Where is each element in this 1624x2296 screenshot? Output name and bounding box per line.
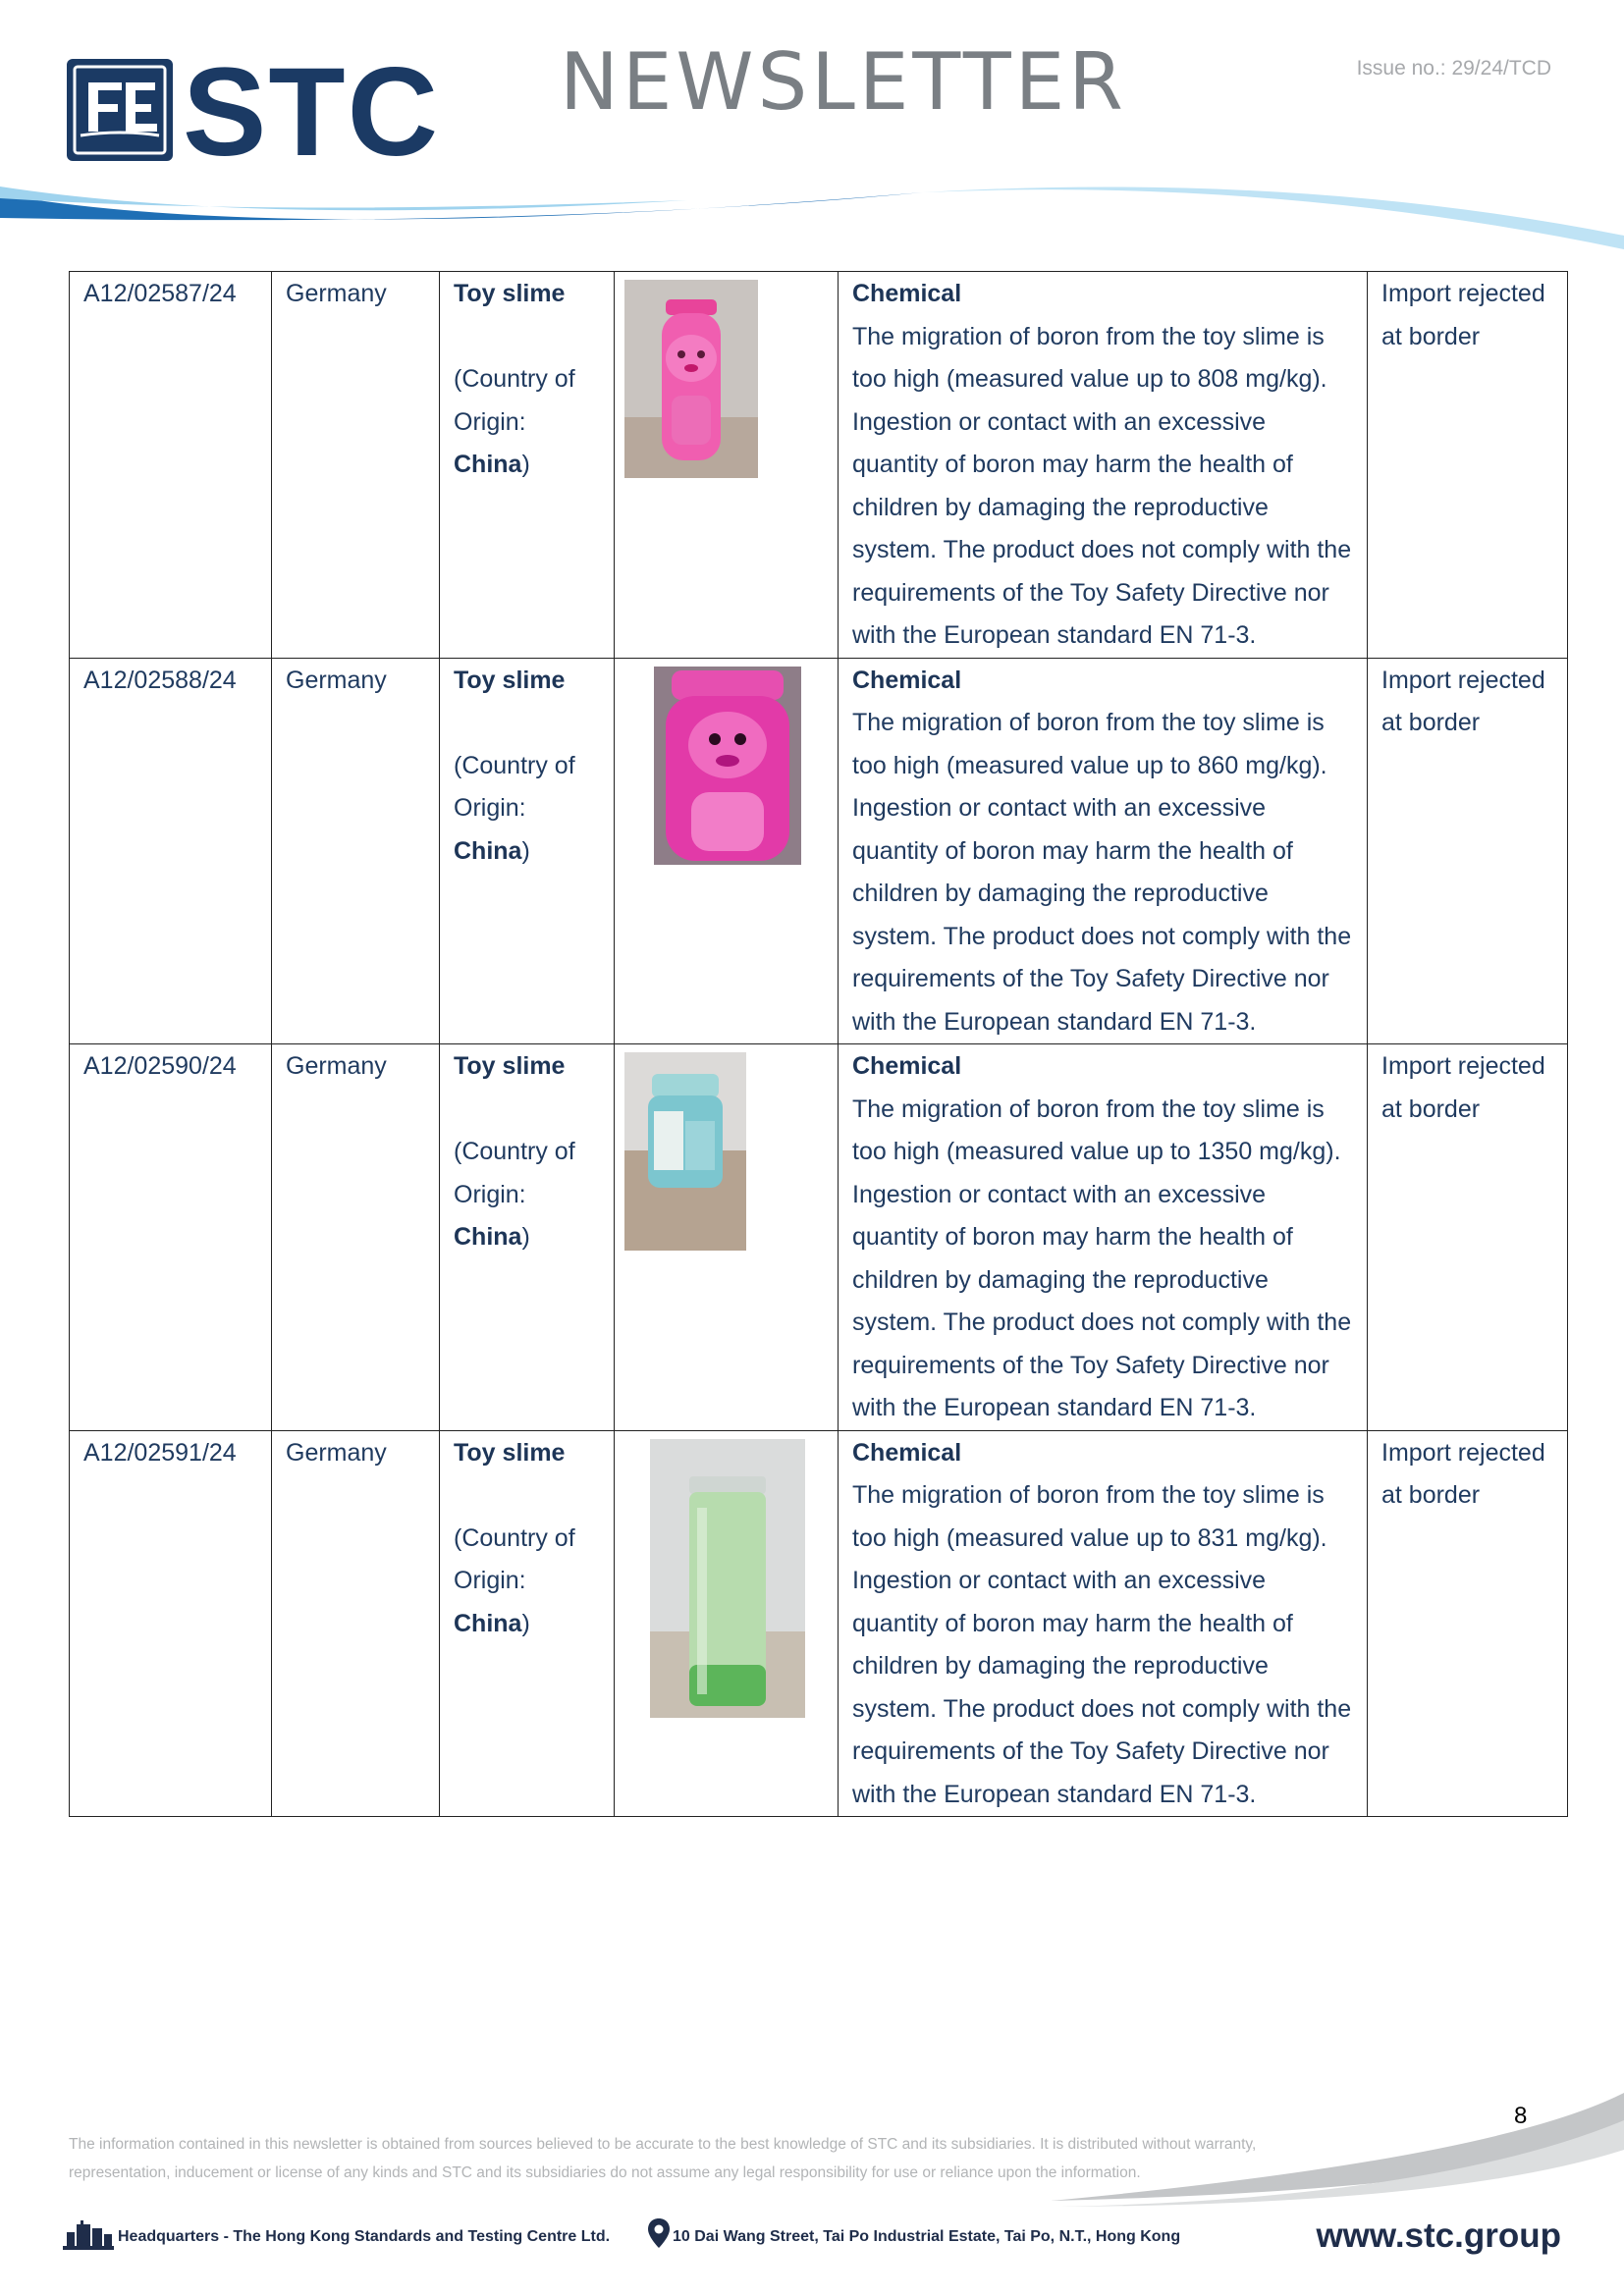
- origin-country: China: [454, 1609, 522, 1637]
- origin-label: (Country of: [454, 1138, 575, 1165]
- origin-label: (Country of: [454, 1523, 575, 1552]
- recall-table: [69, 271, 1568, 1817]
- blue-slime-jar-photo: [624, 1052, 746, 1251]
- address-text: 10 Dai Wang Street, Tai Po Industrial Estate, Tai Po, N.T., Hong Kong: [673, 2228, 1181, 2245]
- measures-taken: Import rejected at border: [1368, 658, 1568, 1044]
- pink-monkey-jar-photo: [654, 667, 801, 865]
- origin-word: Origin:: [454, 1180, 526, 1208]
- green-slime-tube-photo: [650, 1439, 805, 1718]
- reference-number: A12/02587/24: [70, 272, 272, 659]
- photo-cell: [615, 1430, 839, 1817]
- measures-taken: Import rejected at border: [1368, 1044, 1568, 1431]
- photo-cell: [615, 658, 839, 1044]
- risk-description: The migration of boron from the toy slime is too high (measured value up to 1350 mg/kg). Ingestion or contact with an excessive quantity of boron may harm the health of children by damaging the reproductive system. The product does not comply with the requirements of the Toy Safety Directive nor with the European standard EN 71-3.: [852, 1095, 1352, 1421]
- reference-number: A12/02590/24: [70, 1044, 272, 1431]
- table-row: [70, 1430, 1568, 1817]
- risk-description: The migration of boron from the toy slime is too high (measured value up to 808 mg/kg). Ingestion or contact with an excessive quantity of boron may harm the health of children by damaging the reproductive system. The product does not comply with the requirements of the Toy Safety Directive nor with the European standard EN 71-3.: [852, 322, 1352, 649]
- product-name: Toy slime: [454, 1438, 566, 1467]
- page-number: 8: [1514, 2103, 1528, 2129]
- origin-word: Origin:: [454, 1567, 526, 1594]
- product-cell: [440, 658, 615, 1044]
- table-row: [70, 658, 1568, 1044]
- risk-cell: [839, 272, 1368, 659]
- disclaimer-text: The information contained in this newsletter is obtained from sources believed to be accurate to the best knowledge of STC and its subsidiaries. It is distributed without warranty, representation, inducement or license of any kinds and STC and its subsidiaries do not assume any legal responsibility for use or reliance upon the information.: [69, 2136, 1257, 2181]
- notifying-country: Germany: [272, 272, 440, 659]
- recall-table-container: [69, 271, 1567, 1817]
- origin-country: China: [454, 836, 522, 865]
- notifying-country: Germany: [272, 1044, 440, 1431]
- risk-type: Chemical: [852, 1438, 962, 1467]
- measures-taken: Import rejected at border: [1368, 272, 1568, 659]
- origin-suffix: ): [521, 836, 530, 865]
- measures-taken: Import rejected at border: [1368, 1430, 1568, 1817]
- product-name: Toy slime: [454, 666, 566, 694]
- header-swoosh-decoration: [0, 177, 1624, 255]
- product-cell: [440, 1044, 615, 1431]
- origin-suffix: ): [521, 1223, 530, 1251]
- product-name: Toy slime: [454, 280, 566, 307]
- origin-label: (Country of: [454, 751, 575, 779]
- notifying-country: Germany: [272, 1430, 440, 1817]
- origin-word: Origin:: [454, 794, 526, 822]
- risk-type: Chemical: [852, 280, 962, 307]
- origin-suffix: ): [521, 1609, 530, 1637]
- product-cell: [440, 1430, 615, 1817]
- building-icon: [63, 2220, 114, 2250]
- product-name: Toy slime: [454, 1052, 566, 1080]
- stc-logo: [67, 57, 463, 163]
- risk-cell: [839, 1430, 1368, 1817]
- origin-suffix: ): [521, 451, 530, 478]
- origin-word: Origin:: [454, 407, 526, 436]
- origin-label: (Country of: [454, 365, 575, 393]
- reference-number: A12/02591/24: [70, 1430, 272, 1817]
- origin-country: China: [454, 451, 522, 478]
- reference-number: A12/02588/24: [70, 658, 272, 1044]
- risk-cell: [839, 1044, 1368, 1431]
- risk-cell: [839, 658, 1368, 1044]
- risk-type: Chemical: [852, 1052, 962, 1080]
- risk-type: Chemical: [852, 666, 962, 694]
- photo-cell: [615, 1044, 839, 1431]
- location-pin-icon: [648, 2218, 670, 2248]
- pink-bear-bottle-photo: [624, 280, 758, 478]
- issue-number: Issue no.: 29/24/TCD: [1356, 57, 1551, 80]
- risk-description: The migration of boron from the toy slime is too high (measured value up to 831 mg/kg). Ingestion or contact with an excessive quantity of boron may harm the health of children by damaging the reproductive system. The product does not comply with the requirements of the Toy Safety Directive nor with the European standard EN 71-3.: [852, 1481, 1352, 1808]
- notifying-country: Germany: [272, 658, 440, 1044]
- newsletter-title: NEWSLETTER: [560, 36, 1127, 128]
- headquarters-text: Headquarters - The Hong Kong Standards and Testing Centre Ltd.: [118, 2228, 611, 2245]
- product-cell: [440, 272, 615, 659]
- table-row: [70, 1044, 1568, 1431]
- table-row: [70, 272, 1568, 659]
- risk-description: The migration of boron from the toy slime is too high (measured value up to 860 mg/kg). Ingestion or contact with an excessive quantity of boron may harm the health of children by damaging the reproductive system. The product does not comply with the requirements of the Toy Safety Directive nor with the European standard EN 71-3.: [852, 709, 1352, 1036]
- footer-bar: [63, 2216, 1561, 2260]
- origin-country: China: [454, 1223, 522, 1251]
- photo-cell: [615, 272, 839, 659]
- website-link[interactable]: www.stc.group: [1316, 2216, 1561, 2255]
- stc-wordmark: STC: [183, 57, 440, 163]
